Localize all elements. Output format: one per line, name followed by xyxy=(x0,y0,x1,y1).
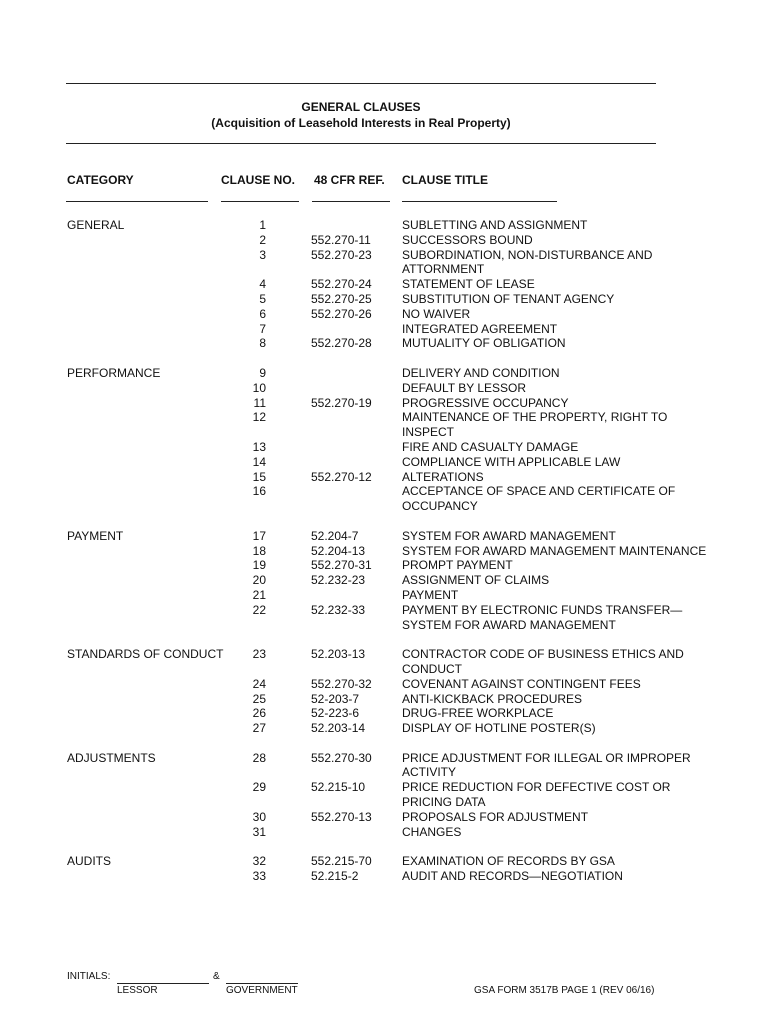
government-label: GOVERNMENT xyxy=(226,985,298,996)
clause-title: MAINTENANCE OF THE PROPERTY, RIGHT TO INSPECT xyxy=(402,410,668,440)
clause-title: AUDIT AND RECORDS—NEGOTIATION xyxy=(402,869,623,884)
clause-number: 6 xyxy=(259,306,266,321)
cfr-reference: 552.270-13 xyxy=(311,809,372,824)
clause-number: 15 xyxy=(252,469,266,484)
clause-row xyxy=(0,810,770,825)
clause-row xyxy=(0,677,770,692)
initials-ampersand: & xyxy=(213,971,220,982)
clause-title: SUBORDINATION, NON-DISTURBANCE AND ATTORNMENT xyxy=(402,247,653,277)
clause-row xyxy=(0,366,770,381)
clause-number: 1 xyxy=(259,218,266,232)
clause-title: ACCEPTANCE OF SPACE AND CERTIFICATE OF OCCUPANCY xyxy=(402,484,676,514)
clause-number: 9 xyxy=(259,365,266,380)
form-identifier: GSA FORM 3517B PAGE 1 (REV 06/16) xyxy=(474,985,655,996)
clause-row xyxy=(0,544,770,559)
clause-number: 17 xyxy=(252,528,266,543)
clause-row xyxy=(0,233,770,248)
cfr-reference: 52.215-10 xyxy=(311,780,366,795)
clause-row xyxy=(0,706,770,721)
lessor-initials-line xyxy=(117,983,209,984)
clause-row xyxy=(0,336,770,351)
clause-title: ANTI-KICKBACK PROCEDURES xyxy=(402,691,583,706)
clause-title: SUBLETTING AND ASSIGNMENT xyxy=(402,218,588,232)
clause-title: NO WAIVER xyxy=(402,306,471,321)
cfr-reference: 552.270-25 xyxy=(311,291,372,306)
clause-number: 24 xyxy=(252,676,266,691)
clause-row xyxy=(0,854,770,869)
clause-title: COVENANT AGAINST CONTINGENT FEES xyxy=(402,676,641,691)
clause-number: 5 xyxy=(259,291,266,306)
clause-title: EXAMINATION OF RECORDS BY GSA xyxy=(402,854,615,869)
clause-number: 3 xyxy=(259,247,266,262)
clause-title: ALTERATIONS xyxy=(402,469,484,484)
column-header-clause-no: CLAUSE NO. xyxy=(221,173,296,187)
clause-row xyxy=(0,751,770,781)
clause-title: INTEGRATED AGREEMENT xyxy=(402,321,558,336)
clause-title: PROMPT PAYMENT xyxy=(402,558,513,573)
clause-row xyxy=(0,603,770,633)
cfr-reference: 52.232-33 xyxy=(311,602,366,617)
clause-number: 7 xyxy=(259,321,266,336)
lessor-label: LESSOR xyxy=(117,985,158,996)
clause-title: PRICE ADJUSTMENT FOR ILLEGAL OR IMPROPER ACTIVITY xyxy=(402,750,691,780)
clause-number: 14 xyxy=(252,454,266,469)
clause-number: 32 xyxy=(252,854,266,869)
column-header-cfr-ref: 48 CFR REF. xyxy=(314,173,385,187)
column-header-category: CATEGORY xyxy=(67,173,134,187)
clause-section xyxy=(0,366,770,514)
clause-title: STATEMENT OF LEASE xyxy=(402,277,535,292)
cfr-reference: 52.204-13 xyxy=(311,543,366,558)
document-subtitle: (Acquisition of Leasehold Interests in Real Property) xyxy=(211,116,511,130)
clause-row xyxy=(0,277,770,292)
clause-row xyxy=(0,558,770,573)
clause-number: 31 xyxy=(252,824,266,839)
cfr-reference: 552.270-23 xyxy=(311,247,372,262)
clause-title: CONTRACTOR CODE OF BUSINESS ETHICS AND CONDUCT xyxy=(402,647,684,676)
clause-title: SUCCESSORS BOUND xyxy=(402,232,533,247)
clause-number: 30 xyxy=(252,809,266,824)
cfr-reference: 552.215-70 xyxy=(311,854,372,869)
clause-number: 13 xyxy=(252,439,266,454)
clause-row xyxy=(0,322,770,337)
column-header-clause-title: CLAUSE TITLE xyxy=(402,173,488,187)
clause-title: DISPLAY OF HOTLINE POSTER(S) xyxy=(402,721,596,736)
cfr-reference: 52.204-7 xyxy=(311,528,359,543)
cfr-reference: 552.270-11 xyxy=(311,232,371,247)
clause-row xyxy=(0,588,770,603)
cfr-ref-underline xyxy=(312,201,390,202)
clause-number: 11 xyxy=(253,395,266,410)
cfr-reference: 552.270-31 xyxy=(311,558,372,573)
clause-title: PROPOSALS FOR ADJUSTMENT xyxy=(402,809,589,824)
clause-title: ASSIGNMENT OF CLAIMS xyxy=(402,573,550,588)
clause-number: 2 xyxy=(259,232,266,247)
cfr-reference: 552.270-24 xyxy=(311,277,372,292)
clause-section xyxy=(0,218,770,351)
clause-number: 18 xyxy=(252,543,266,558)
clause-title: PRICE REDUCTION FOR DEFECTIVE COST OR PRICING DATA xyxy=(402,780,671,810)
clause-title: COMPLIANCE WITH APPLICABLE LAW xyxy=(402,454,621,469)
clause-title: PAYMENT xyxy=(402,587,459,602)
clause-number: 19 xyxy=(252,558,266,573)
clause-row xyxy=(0,780,770,810)
clause-title: SYSTEM FOR AWARD MANAGEMENT MAINTENANCE xyxy=(402,543,707,558)
clause-no-underline xyxy=(221,201,299,202)
cfr-reference: 52.215-2 xyxy=(311,869,359,884)
header-bottom-rule xyxy=(66,143,656,144)
clause-title: PAYMENT BY ELECTRONIC FUNDS TRANSFER—SYSTEM FOR AWARD MANAGEMENT xyxy=(402,602,683,632)
clause-number: 25 xyxy=(252,691,266,706)
clause-row xyxy=(0,248,770,278)
clause-title: DRUG-FREE WORKPLACE xyxy=(402,706,554,721)
cfr-reference: 552.270-12 xyxy=(311,469,372,484)
cfr-reference: 52.203-14 xyxy=(311,721,366,736)
initials-label: INITIALS: xyxy=(67,971,111,982)
clause-number: 29 xyxy=(252,780,266,795)
clause-row xyxy=(0,470,770,485)
clause-row xyxy=(0,869,770,884)
clause-title: CHANGES xyxy=(402,824,462,839)
clause-number: 22 xyxy=(252,602,266,617)
clause-section xyxy=(0,529,770,633)
clause-row xyxy=(0,440,770,455)
clause-row xyxy=(0,396,770,411)
category-label: STANDARDS OF CONDUCT xyxy=(67,647,224,662)
clause-row xyxy=(0,455,770,470)
cfr-reference: 552.270-32 xyxy=(311,676,372,691)
category-label: ADJUSTMENTS xyxy=(67,750,156,765)
clause-title: SUBSTITUTION OF TENANT AGENCY xyxy=(402,291,615,306)
clause-number: 26 xyxy=(252,706,266,721)
cfr-reference: 552.270-28 xyxy=(311,336,372,351)
cfr-reference: 52-203-7 xyxy=(311,691,360,706)
cfr-reference: 52.232-23 xyxy=(311,573,366,588)
cfr-reference: 52.203-13 xyxy=(311,647,366,662)
clause-title: SYSTEM FOR AWARD MANAGEMENT xyxy=(402,528,616,543)
clause-row xyxy=(0,292,770,307)
clause-number: 10 xyxy=(252,380,266,395)
clause-number: 28 xyxy=(252,750,266,765)
clause-row xyxy=(0,484,770,514)
clause-row xyxy=(0,218,770,233)
clause-row xyxy=(0,307,770,322)
clause-section xyxy=(0,647,770,736)
clause-row xyxy=(0,692,770,707)
clause-table xyxy=(0,218,770,899)
clause-section xyxy=(0,751,770,840)
category-label: PAYMENT xyxy=(67,528,124,543)
clause-number: 21 xyxy=(252,587,266,602)
clause-title-underline xyxy=(402,201,557,202)
category-label: PERFORMANCE xyxy=(67,365,161,380)
clause-row xyxy=(0,381,770,396)
clause-row xyxy=(0,825,770,840)
document-title: GENERAL CLAUSES xyxy=(301,100,421,114)
top-rule xyxy=(66,83,656,84)
clause-title: MUTUALITY OF OBLIGATION xyxy=(402,336,566,351)
cfr-reference: 52-223-6 xyxy=(311,706,360,721)
clause-title: FIRE AND CASUALTY DAMAGE xyxy=(402,439,579,454)
category-label: GENERAL xyxy=(67,218,125,232)
cfr-reference: 552.270-26 xyxy=(311,306,372,321)
clause-section xyxy=(0,854,770,884)
cfr-reference: 552.270-19 xyxy=(311,395,372,410)
clause-number: 20 xyxy=(252,573,266,588)
category-label: AUDITS xyxy=(67,854,112,869)
clause-title: DELIVERY AND CONDITION xyxy=(402,365,560,380)
clause-number: 12 xyxy=(252,410,266,425)
clause-title: PROGRESSIVE OCCUPANCY xyxy=(402,395,569,410)
clause-title: DEFAULT BY LESSOR xyxy=(402,380,527,395)
clause-number: 27 xyxy=(252,721,266,736)
clause-number: 16 xyxy=(252,484,266,499)
government-initials-line xyxy=(226,983,298,984)
clause-row xyxy=(0,573,770,588)
clause-row xyxy=(0,410,770,440)
clause-number: 4 xyxy=(259,277,266,292)
clause-number: 23 xyxy=(252,647,266,662)
clause-number: 8 xyxy=(259,336,266,351)
category-underline xyxy=(66,201,208,202)
cfr-reference: 552.270-30 xyxy=(311,750,372,765)
clause-row xyxy=(0,647,770,677)
clause-row xyxy=(0,721,770,736)
clause-number: 33 xyxy=(252,869,266,884)
clause-row xyxy=(0,529,770,544)
